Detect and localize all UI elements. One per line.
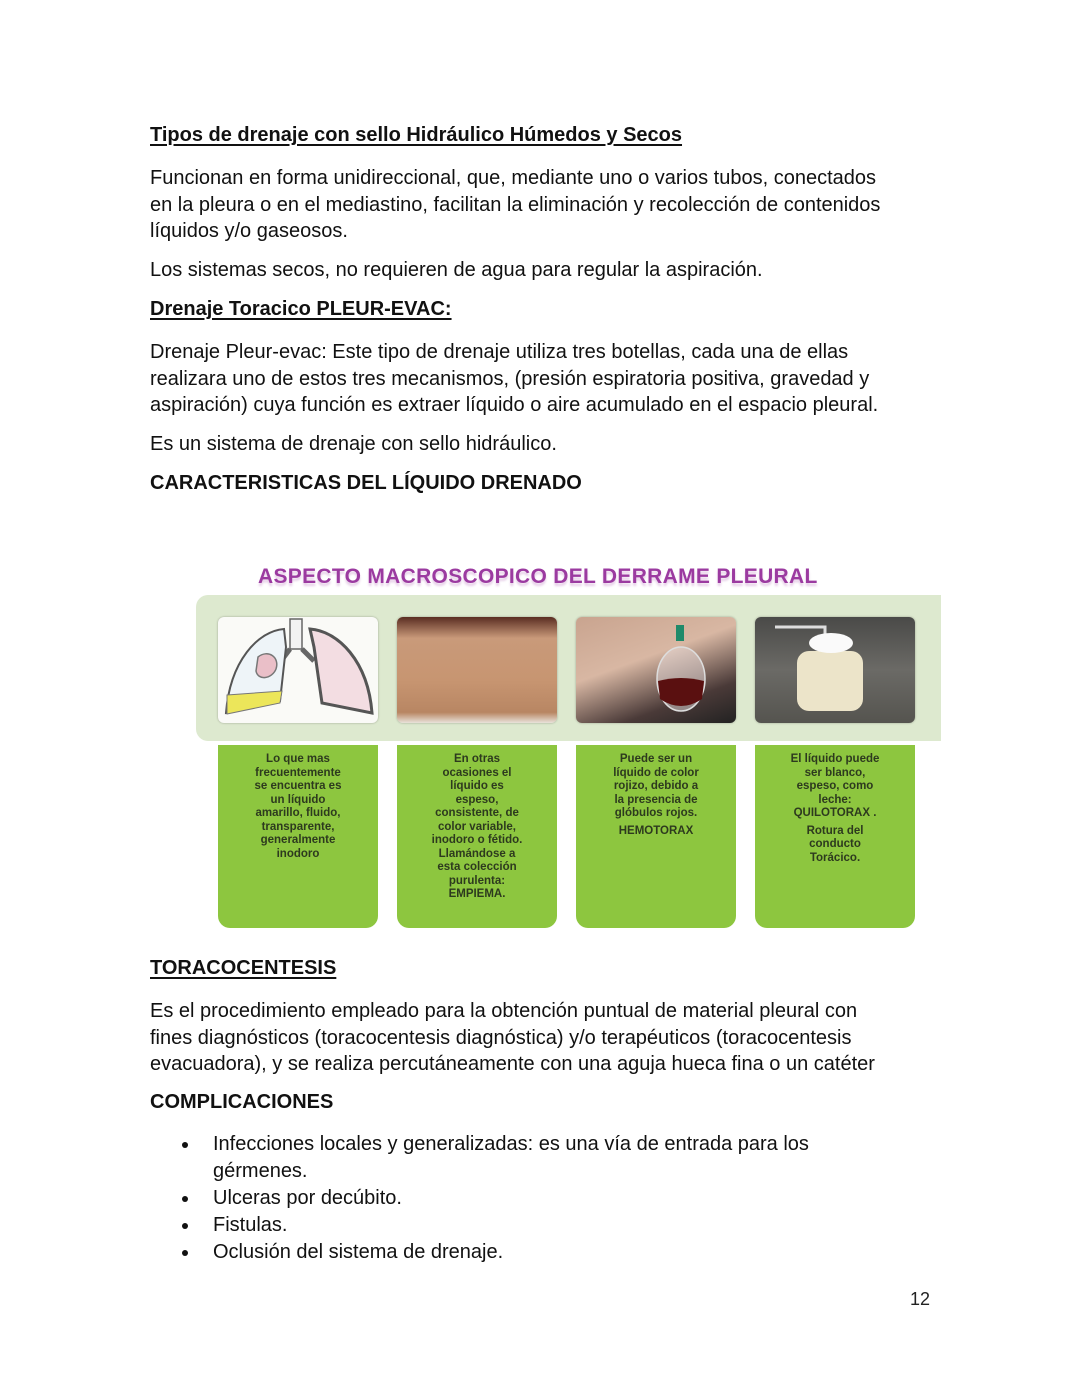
paragraph-thoracentesis (150, 998, 940, 1078)
paragraph-pleur-evac (150, 339, 940, 419)
text-line: Drenaje Pleur-evac: Este tipo de drenaje utiliza tres botellas, cada una de ellas (150, 341, 849, 363)
jar-milky-fluid-image (755, 617, 915, 723)
card-hemothorax (576, 745, 736, 928)
text-line: aspiración) cuya función es extraer líquido o aire acumulado en el espacio pleural. (150, 394, 879, 416)
bullet-icon (182, 1196, 188, 1202)
drainage-bag-red-fluid-image (576, 617, 736, 723)
cup-brown-fluid-image (397, 617, 557, 723)
heading-complications: COMPLICACIONES (150, 1091, 334, 1113)
bullet-icon (182, 1142, 188, 1148)
card-text-line: líquido de color (613, 766, 699, 779)
list-item-text: gérmenes. (213, 1160, 308, 1182)
pleural-effusion-figure (190, 555, 935, 935)
list-item-text: Fistulas. (213, 1214, 288, 1236)
lungs-illustration-image (218, 617, 378, 723)
text-line: líquidos y/o gaseosos. (150, 220, 348, 242)
card-text-line: inodoro o fétido. (431, 834, 523, 846)
card-term: QUILOTORAX . (793, 807, 877, 819)
figure-title: ASPECTO MACROSCOPICO DEL DERRAME PLEURAL (258, 565, 818, 588)
list-item (175, 1212, 809, 1239)
text-line: fines diagnósticos (toracocentesis diagnóstica) y/o terapéuticos (toracocentesis (150, 1026, 852, 1049)
text-line: evacuadora), y se realiza percutáneamente con una aguja hueca fina o un catéter (150, 1053, 875, 1075)
card-chylothorax (755, 745, 915, 928)
bullet-icon (182, 1250, 188, 1256)
card-text-line: Rotura del (806, 824, 864, 837)
card-text-line: un líquido (270, 793, 326, 806)
card-text-line: En otras (453, 753, 500, 765)
paragraph-drainage-function (150, 165, 940, 245)
card-text-line: espeso, (455, 793, 499, 806)
card-text-line: frecuentemente (255, 766, 341, 779)
card-text-line: se encuentra es (254, 780, 342, 792)
card-text-line: la presencia de (614, 793, 698, 806)
paragraph-dry-systems: Los sistemas secos, no requieren de agua para regular la aspiración. (150, 259, 763, 281)
text-line: realizara uno de estos tres mecanismos, (presión espiratoria positiva, gravedad y (150, 367, 870, 390)
card-term: HEMOTORAX (618, 824, 694, 837)
card-text-line: EMPIEMA. (448, 888, 506, 900)
card-text-line: líquido es (450, 780, 504, 792)
card-text-line: generalmente (260, 834, 336, 846)
card-text-line: Lo que mas (266, 753, 330, 765)
list-item-text: Oclusión del sistema de drenaje. (213, 1241, 504, 1263)
heading-pleur-evac: Drenaje Toracico PLEUR-EVAC: (150, 298, 452, 320)
card-text-line: amarillo, fluido, (255, 807, 341, 819)
list-item (175, 1239, 809, 1266)
card-text-line: color variable, (438, 820, 516, 833)
bullet-icon (182, 1223, 188, 1229)
complications-list (175, 1131, 809, 1266)
paragraph-hydraulic-seal: Es un sistema de drenaje con sello hidráulico. (150, 433, 557, 455)
card-text-line: rojizo, debido a (613, 780, 699, 792)
card-text-line: ocasiones el (442, 766, 512, 779)
heading-fluid-characteristics: CARACTERISTICAS DEL LÍQUIDO DRENADO (150, 472, 582, 494)
card-text-line: Puede ser un (619, 753, 693, 765)
card-text-line: esta colección (437, 861, 517, 873)
card-text-line: conducto (809, 838, 861, 850)
text-line: en la pleura o en el mediastino, facilitan la eliminación y recolección de contenidos (150, 193, 881, 216)
card-text-line: transparente, (261, 820, 335, 833)
page-number: 12 (909, 1289, 930, 1309)
card-text-line: El líquido puede (790, 753, 880, 765)
heading-thoracentesis: TORACOCENTESIS (150, 957, 337, 979)
card-text-line: purulenta: (448, 874, 506, 887)
card-text-line: consistente, de (435, 807, 519, 819)
heading-drainage-types: Tipos de drenaje con sello Hidráulico Húmedos y Secos (150, 124, 683, 146)
card-text-line: Llamándose a (438, 847, 516, 860)
card-text-line: ser blanco, (804, 766, 866, 779)
list-item-text: Ulceras por decúbito. (213, 1187, 402, 1209)
card-text-line: leche: (818, 793, 852, 806)
card-yellow-fluid (218, 745, 378, 928)
list-item (175, 1131, 809, 1185)
list-item-text: Infecciones locales y generalizadas: es una vía de entrada para los (213, 1133, 809, 1155)
text-line: Funcionan en forma unidireccional, que, mediante uno o varios tubos, conectados (150, 167, 877, 189)
card-text-line: Torácico. (809, 851, 861, 864)
card-empyema (397, 745, 557, 928)
card-text-line: inodoro (276, 847, 320, 860)
card-text-line: espeso, como (796, 780, 874, 792)
list-item (175, 1185, 809, 1212)
card-text-line: glóbulos rojos. (614, 807, 698, 819)
text-line: Es el procedimiento empleado para la obtención puntual de material pleural con (150, 1000, 858, 1022)
